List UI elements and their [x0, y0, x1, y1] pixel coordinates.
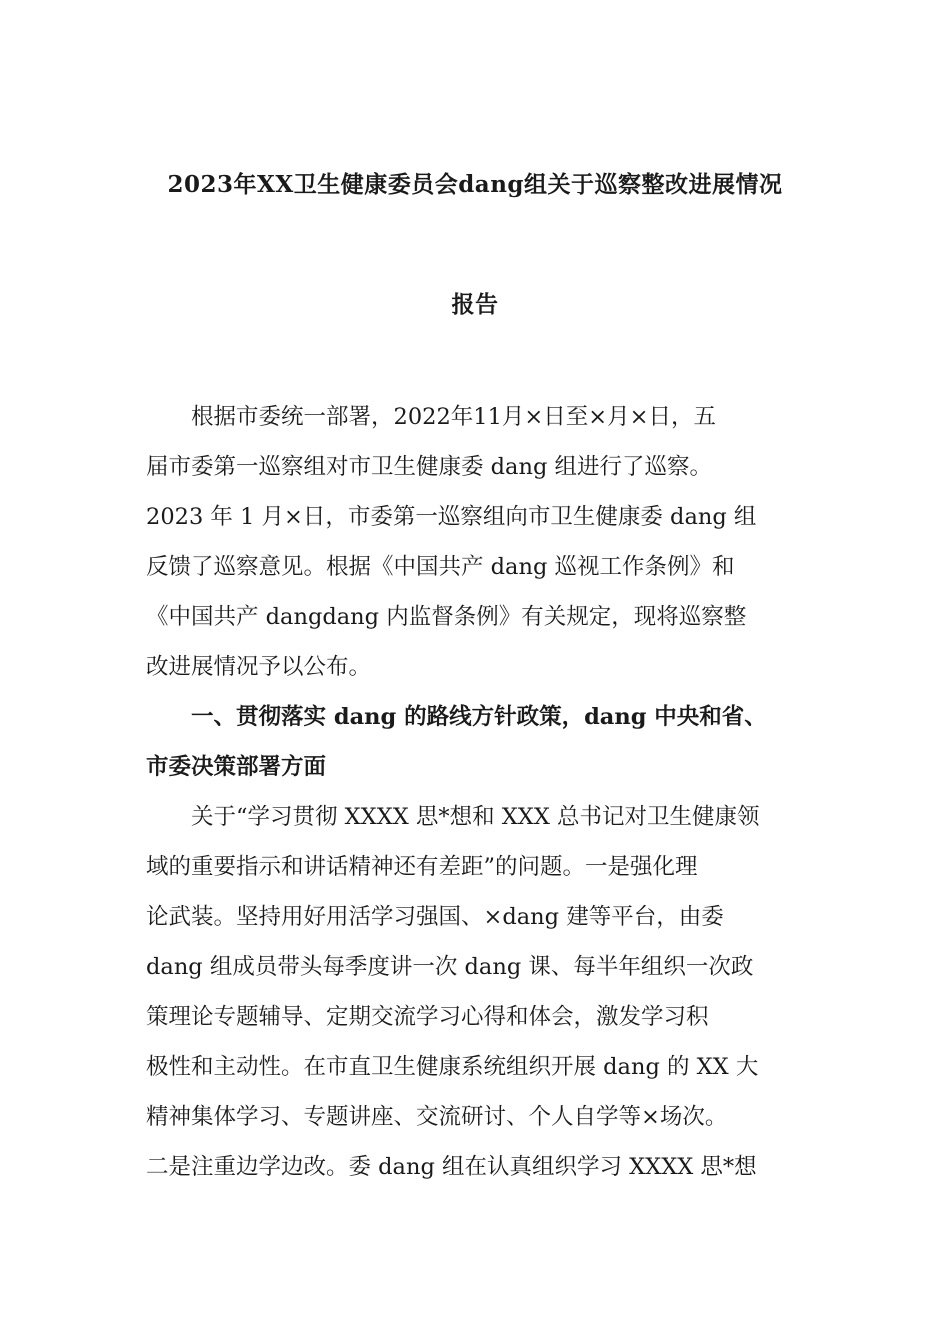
body-line: 关于“学习贯彻 XXXX 思*想和 XXX 总书记对卫生健康领	[146, 804, 760, 830]
body-line: dang 组成员带头每季度讲一次 dang 课、每半年组织一次政	[146, 954, 754, 980]
document-title-line-1: 2023年XX卫生健康委员会dang组关于巡察整改进展情况	[167, 171, 783, 198]
body-line: 策理论专题辅导、定期交流学习心得和体会，激发学习积	[146, 1004, 709, 1030]
body-line: 精神集体学习、专题讲座、交流研讨、个人自学等×场次。	[146, 1104, 728, 1130]
body-line: 根据市委统一部署，2022年11月×日至×月×日，五	[146, 404, 716, 430]
section-heading-line: 一、贯彻落实 dang 的路线方针政策，dang 中央和省、	[146, 704, 767, 730]
body-line: 届市委第一巡察组对市卫生健康委 dang 组进行了巡察。	[146, 454, 713, 480]
document-title-line-2: 报告	[451, 291, 499, 318]
body-line: 域的重要指示和讲话精神还有差距”的问题。一是强化理	[146, 854, 698, 880]
body-line: 反馈了巡察意见。根据《中国共产 dang 巡视工作条例》和	[146, 554, 735, 580]
body-line: 极性和主动性。在市直卫生健康系统组织开展 dang 的 XX 大	[146, 1054, 759, 1080]
section-heading-line: 市委决策部署方面	[146, 754, 327, 780]
body-line: 论武装。坚持用好用活学习强国、×dang 建等平台，由委	[146, 904, 724, 930]
body-line: 2023 年 1 月×日，市委第一巡察组向市卫生健康委 dang 组	[146, 504, 757, 530]
body-line: 改进展情况予以公布。	[146, 654, 372, 680]
body-line: 《中国共产 dangdang 内监督条例》有关规定，现将巡察整	[146, 604, 747, 630]
body-line: 二是注重边学边改。委 dang 组在认真组织学习 XXXX 思*想	[146, 1154, 757, 1180]
